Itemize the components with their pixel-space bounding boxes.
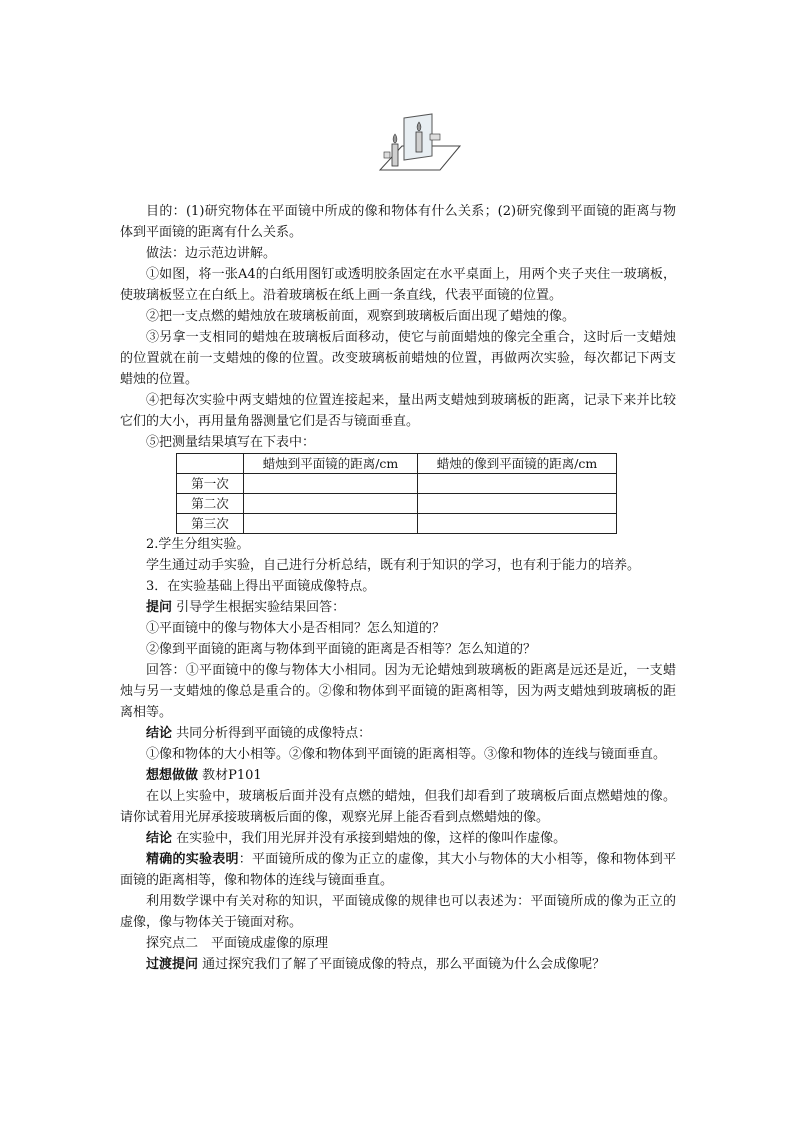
table-cell: 第二次 [177,494,244,514]
table-cell [418,474,617,494]
conclusion-2 [120,828,676,849]
table-header-cell: 蜡烛到平面镜的距离/cm [244,454,418,474]
question-text: 引导学生根据实验结果回答： [172,600,346,615]
table-row [177,474,617,494]
method-paragraph: 做法：边示范边讲解。 [146,246,277,261]
transition-text: 通过探究我们了解了平面镜成像的特点，那么平面镜为什么会成像呢？ [198,957,606,972]
table-cell [244,474,418,494]
table-header-row [177,454,617,474]
table-cell [244,494,418,514]
characteristics-paragraph: ①像和物体的大小相等。②像和物体到平面镜的距离相等。③像和物体的连线与镜面垂直。 [146,747,667,762]
table-cell [418,494,617,514]
table-cell [418,514,617,534]
conclusion-text: 共同分析得到平面镜的成像特点： [172,726,372,741]
think-do-body: 在以上实验中，玻璃板后面并没有点燃的蜡烛，但我们却看到了玻璃板后面点燃蜡烛的像。请你试着用光屏承接玻璃板后面的像，观察光屏上能否看到点燃蜡烛的像。 [120,789,676,825]
section-heading: 探究点二 平面镜成虚像的原理 [146,936,329,951]
question-paragraph [120,597,676,618]
step-4: ④把每次实验中两支蜡烛的位置连接起来，量出两支蜡烛到玻璃板的距离，记录下来并比较它们的大小，再用量角器测量它们是否与镜面垂直。 [120,393,676,429]
table-row [177,514,617,534]
main-text [120,201,676,975]
think-do-text: 教材P101 [198,768,262,783]
transition-paragraph [120,954,676,975]
transition-label: 过渡提问 [146,957,199,972]
table-header-cell: 蜡烛的像到平面镜的距离/cm [418,454,617,474]
step-5: ⑤把测量结果填写在下表中： [146,435,316,450]
experiment-label: 精确的实验表明 [146,852,239,867]
measurement-table [176,453,617,534]
question-item-2: ②像到平面镜的距离与物体到平面镜的距离是否相等？怎么知道的？ [146,642,537,657]
answer-paragraph: 回答：①平面镜中的像与物体大小相同。因为无论蜡烛到玻璃板的距离是远还是近，一支蜡烛与另一支蜡烛的像总是重合的。②像和物体到平面镜的距离相等，因为两支蜡烛到玻璃板的距离相等。 [120,663,676,720]
table-header-cell [177,454,244,474]
purpose-paragraph: 目的：(1)研究物体在平面镜中所成的像和物体有什么关系；(2)研究像到平面镜的距离与物体到平面镜的距离有什么关系。 [120,204,676,240]
experiment-text: ：平面镜所成的像为正立的虚像，其大小与物体的大小相等，像和物体到平面镜的距离相等，像和物体的连线与镜面垂直。 [120,852,676,888]
conclusion-label: 结论 [146,831,173,846]
conclusion-label: 结论 [146,726,173,741]
conclusion-heading: 3．在实验基础上得出平面镜成像特点。 [146,579,376,594]
step-3: ③另拿一支相同的蜡烛在玻璃板后面移动，使它与前面蜡烛的像完全重合，这时后一支蜡烛的位置就在前一支蜡烛的像的位置。改变玻璃板前蜡烛的位置，再做两次实验，每次都记下两支蜡烛的位置。 [120,330,676,387]
symmetry-paragraph: 利用数学课中有关对称的知识，平面镜成像的规律也可以表述为：平面镜所成的像为正立的虚像，像与物体关于镜面对称。 [120,894,676,930]
student-summary: 学生通过动手实验，自己进行分析总结，既有利于知识的学习，也有利于能力的培养。 [146,558,641,573]
table-row [177,494,617,514]
conclusion-1 [120,723,676,744]
table-cell: 第一次 [177,474,244,494]
step-2: ②把一支点燃的蜡烛放在玻璃板前面，观察到玻璃板后面出现了蜡烛的像。 [146,309,576,324]
experiment-result [120,849,676,891]
question-label: 提问 [146,600,173,615]
think-do-label: 想想做做 [146,768,199,783]
conclusion-text: 在实验中，我们用光屏并没有承接到蜡烛的像，这样的像叫作虚像。 [172,831,567,846]
candle-mirror-illustration [372,108,462,180]
question-item-1: ①平面镜中的像与物体大小是否相同？怎么知道的？ [146,621,446,636]
step-1: ①如图，将一张A4的白纸用图钉或透明胶条固定在水平桌面上，用两个夹子夹住一玻璃板，使玻璃板竖立在白纸上。沿着玻璃板在纸上画一条直线，代表平面镜的位置。 [120,267,676,303]
group-experiment: 2.学生分组实验。 [146,537,250,552]
table-cell: 第三次 [177,514,244,534]
think-do-paragraph [120,765,676,786]
table-cell [244,514,418,534]
